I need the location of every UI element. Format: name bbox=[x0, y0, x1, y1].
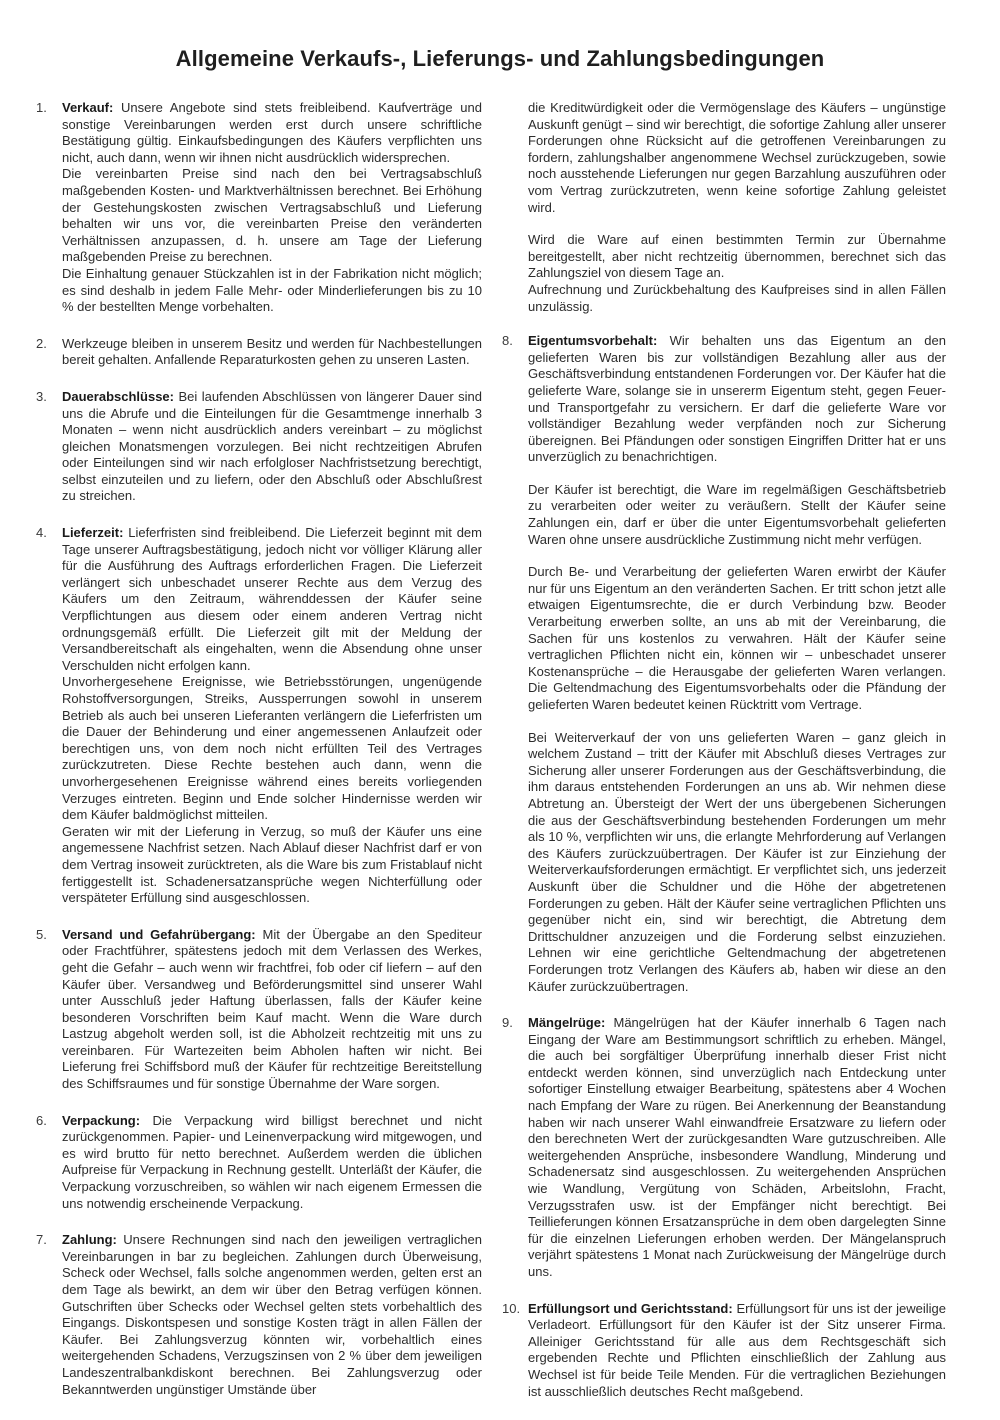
section-text: Wir behalten uns das Eigentum an den gelieferten Waren bis zur vollständigen Bezahlung aller aus der Geschäftsverbindung entstandenen Forderungen vor. Der Käufer hat die gelieferte Ware, solange sie in unsererm Eigentum steht, gegen Feuer- und Transportgefahr zu versichern. Er darf die gelieferte Ware vor vollständiger Bezahlung weder verpfänden noch zur Sicherung übereignen. Bei Pfändungen oder sonstigen Eingriffen Dritter hat er uns unverzüglich zu benachrichtigen. bbox=[528, 333, 946, 465]
section-text: Geraten wir mit der Lieferung in Verzug, so muß der Käufer uns eine angemessene Nachfrist setzen. Nach Ablauf dieser Nachfrist darf er von dem Vertrag insoweit zurücktreten, als die Ware bis zum Fristablauf nicht fertiggestellt ist. Schadenersatzansprüche wegen Nichterfüllung oder verspäteter Erfüllung sind ausgeschlossen. bbox=[62, 823, 482, 906]
section-text: Werkzeuge bleiben in unserem Besitz und werden für Nachbestellungen bereit gehalten. Anfallende Reparaturkosten gehen zu unseren Lasten. bbox=[62, 335, 482, 368]
section-text: Erfüllungsort für uns ist der jeweilige Verladeort. Erfüllungsort für den Käufer ist der Sitz unserer Firma. Alleiniger Gerichtsstand für alle aus dem Rechtsgeschäft sich ergebenden Rechte und Pflichten einschließlich der Zahlung aus Wechsel ist für beide Teile Menden. Für die vertraglichen Beziehungen ist ausschließlich deutsches Recht maßgebend. bbox=[528, 1300, 946, 1399]
section-heading: Mängelrüge: bbox=[528, 1015, 606, 1031]
section-text: Die vereinbarten Preise sind nach den bei Vertragsabschluß maßgebenden Kosten- und Marktverhältnissen berechnet. Bei Erhöhung der Gestehungskosten zwischen Vertragsabschluß und Lieferung behalten wir uns vor, die vereinbarten Preise den veränderten Verhältnissen anzupassen, d. h. unsere am Tage der Lieferung maßgebenden Preise zu berechnen. bbox=[62, 166, 482, 265]
section-7-continuation bbox=[528, 100, 946, 315]
section-text: Wird die Ware auf einen bestimmten Termin zur Übernahme bereitgestellt, aber nicht rechtzeitig übernommen, berechnet sich das Zahlungsziel von diesem Tage an. bbox=[528, 232, 946, 281]
section-1 bbox=[36, 100, 482, 316]
section-number: 5. bbox=[36, 926, 47, 942]
section-heading: Verkauf: bbox=[62, 100, 114, 115]
section-text: Bei Weiterverkauf der von uns gelieferten Waren – ganz gleich in welchem Zustand – tritt der Käufer mit Abschluß dieses Vertrages zur Sicherung aller unserer Forderungen aus der Geschäftsverbindung, die ihm daraus entstehenden Forderungen an uns ab. Wir nehmen diese Abtretung an. Übersteigt der Wert der uns übergebenen Sicherungen die aus der Geschäftsverbindung bestehenden Forderungen um mehr als 10 %, verpflichten wir uns, die erlangte Mehrforderung auf Verlangen des Käufers zurückzuübertragen. Der Käufer ist zur Einziehung der Weiterverkaufsforderungen ermächtigt. Er verpflichtet sich, uns jederzeit Auskunft über die Schuldner und die Höhe der abgetretenen Forderungen zu geben. Hält der Käufer seine vertraglichen Pflichten uns gegenüber nicht ein, sind wir berechtigt, die Abtretung dem Drittschuldner anzuzeigen und die Forderung selbst einzuziehen. Lehnen wir eine gerichtliche Geltendmachung der abgetretenen Forderungen trotz Verlangen des Käufers ab, haben wir diese an den Käufer zurückzuübertragen. bbox=[528, 729, 946, 994]
section-9 bbox=[502, 1015, 946, 1281]
section-number: 1. bbox=[36, 100, 47, 115]
section-text: Lieferfristen sind freibleibend. Die Lieferzeit beginnt mit dem Tage unserer Auftragsbestätigung, jedoch nicht vor völliger Klärung aller für die Ausführung des Auftrags erforderlichen Fragen. Die Lieferzeit verlängert sich unbeschadet unserer Rechte aus dem Verzug des Käufers um den Zeitraum, währenddessen der Käufer seine Verpflichtungen aus diesem oder einem anderen Vertrag nicht ordnungsgemäß erfüllt. Die Lieferzeit gilt mit der Meldung der Versandbereitschaft als eingehalten, wenn die Absendung ohne unser Verschulden nicht erfolgen kann. bbox=[62, 525, 482, 673]
section-number: 9. bbox=[502, 1015, 513, 1031]
section-heading: Erfüllungsort und Gerichtsstand: bbox=[528, 1300, 733, 1316]
section-5 bbox=[36, 927, 482, 1093]
section-text: Der Käufer ist berechtigt, die Ware im regelmäßigen Geschäftsbetrieb zu verarbeiten oder weiter zu veräußern. Stellt der Käufer seine Zahlungen ein, darf er über die unter Eigentumsvorbehalt gelieferten Waren ohne unsere ausdrückliche Zustimmung nicht mehr verfügen. bbox=[528, 481, 946, 547]
section-8 bbox=[502, 333, 946, 995]
section-text: Bei laufenden Abschlüssen von längerer Dauer sind uns die Abrufe und die Einteilungen für die Gesamtmenge innerhalb 3 Monaten – wenn nicht ausdrücklich anders vereinbart – zu möglichst gleichen Monatsmengen vorzulegen. Bei nicht rechtzeitigen Abrufen oder Einteilungen sind wir nach erfolgloser Nachfristsetzung berechtigt, selbst einzuteilen und zu liefern, oder den Abschluß oder Abschlußrest zu streichen. bbox=[62, 388, 482, 504]
section-6 bbox=[36, 1113, 482, 1213]
section-heading: Lieferzeit: bbox=[62, 525, 124, 541]
section-4 bbox=[36, 525, 482, 907]
section-heading: Versand und Gefahrübergang: bbox=[62, 926, 256, 942]
section-text: Aufrechnung und Zurückbehaltung des Kaufpreises sind in allen Fällen unzulässig. bbox=[528, 281, 946, 314]
section-text: die Kreditwürdigkeit oder die Vermögenslage des Käufers – ungünstige Auskunft genügt – sind wir berechtigt, die sofortige Zahlung aller unserer Forderungen ohne Rücksicht auf die getroffenen Vereinbarungen zu fordern, zahlungshalber angenommene Wechsel zurückzugeben, sowie noch ausstehende Lieferungen nur gegen Barzahlung auszuführen oder vom Vertrag zurückzutreten, wenn keine sofortige Zahlung geleistet wird. bbox=[528, 100, 946, 215]
section-number: 7. bbox=[36, 1232, 47, 1248]
section-text: Mit der Übergabe an den Spediteur oder Frachtführer, spätestens jedoch mit dem Verlassen des Werkes, geht die Gefahr – auch wenn wir frachtfrei, fob oder cif liefern – auf den Käufer über. Versandweg und Beförderungsmittel sind unserer Wahl unter Ausschluß jeder Haftung überlassen, falls der Käufer keine besonderen Vorschriften beim Kauf macht. Wenn die Ware durch Lastzug abgeholt werden soll, ist die Abholzeit rechtzeitig mit uns zu vereinbaren. Für Wartezeiten beim Abholen haften wir nicht. Bei Lieferung frei Schiffsbord muß der Käufer für rechtzeitige Bereitstellung des Schiffsraumes und für sonstige Übernahme der Ware sorgen. bbox=[62, 926, 482, 1092]
section-number: 2. bbox=[36, 335, 47, 351]
section-text: Unsere Angebote sind stets freibleibend. Kaufverträge und sonstige Vereinbarungen werden erst durch unsere schriftliche Bestätigung gültig. Einkaufsbedingungen des Käufers verpflichten uns nicht, auch dann, wenn wir ihnen nicht ausdrücklich widersprechen. bbox=[62, 100, 482, 165]
section-number: 3. bbox=[36, 388, 47, 404]
section-7 bbox=[36, 1232, 482, 1398]
page-title: Allgemeine Verkaufs-, Lieferungs- und Zahlungsbedingungen bbox=[175, 46, 825, 71]
section-text: Mängelrügen hat der Käufer innerhalb 6 Tagen nach Eingang der Ware am Bestimmungsort schriftlich zu erheben. Mängel, die auch bei sorgfältiger Überprüfung innerhalb dieser Frist nicht entdeckt werden können, sind unverzüglich nach Entdeckung unter sofortiger Einstellung etwaiger Bearbeitung, spätestens aber 4 Wochen nach Empfang der Ware zu rügen. Bei Anerkennung der Beanstandung haben wir nach unserer Wahl einwandfreie Ersatzware zu liefern oder den berechneten Wert der zurückgesandten Ware gutzuschreiben. Alle weitergehenden Ansprüche, insbesondere Wandlung, Minderung und Schadenersatz sind ausgeschlossen. Zu weitergehenden Ansprüchen wie Wandlung, Vergütung von Schäden, Arbeitslohn, Fracht, Verzugsstrafen usw. ist der Empfänger nicht berechtigt. Bei Teillieferungen können Ersatzansprüche in dem oben dargelegten Sinne für die einzelnen Lieferungen erhoben werden. Der Mängelanspruch verjährt spätestens 1 Monat nach Zurückweisung der Mängelrüge durch uns. bbox=[528, 1015, 946, 1279]
section-heading: Zahlung: bbox=[62, 1232, 117, 1248]
section-number: 4. bbox=[36, 525, 47, 541]
section-2 bbox=[36, 336, 482, 369]
section-heading: Eigentumsvorbehalt: bbox=[528, 333, 658, 349]
left-column bbox=[36, 100, 482, 1418]
section-text: Die Verpackung wird billigst berechnet und nicht zurückgenommen. Papier- und Leinenverpackung wird mitgewogen, und es wird brutto für netto berechnet. Außerdem werden die üblichen Aufpreise für Verpackung in Rechnung gestellt. Unterläßt der Käufer, die Verpackung vorzuschreiben, so wählen wir nach eigenem Ermessen die uns notwendig erscheinende Verpackung. bbox=[62, 1112, 482, 1211]
section-number: 6. bbox=[36, 1112, 47, 1128]
section-heading: Verpackung: bbox=[62, 1112, 141, 1128]
section-text: Unvorhergesehene Ereignisse, wie Betriebsstörungen, ungenügende Rohstoffversorgungen, Streiks, Aussperrungen sowohl in unserem Betrieb als auch bei unseren Lieferanten verlängern die Lieferfristen um die Dauer der Behinderung und einer angemessenen Anlaufzeit oder berechtigen uns, von dem noch nicht erfüllten Teil des Vertrages zurückzutreten. Diese Rechte bestehen auch dann, wenn die unvorhergesehenen Ereignisse während eines bereits vorliegenden Verzuges eintreten. Beginn und Ende solcher Hindernisse werden wir dem Käufer baldmöglichst mitteilen. bbox=[62, 674, 482, 823]
right-column bbox=[502, 100, 946, 1420]
section-number: 10. bbox=[502, 1300, 521, 1316]
section-heading: Dauerabschlüsse: bbox=[62, 388, 174, 404]
section-text: Durch Be- und Verarbeitung der gelieferten Waren erwirbt der Käufer nur für uns Eigentum an den veränderten Sachen. Er tritt schon jetzt alle etwaigen Eigentumsrechte, die er durch Verbindung bzw. Beoder Verarbeitung erwerben sollte, an uns ab mit der Vereinbarung, die Sachen für uns kostenlos zu verwahren. Hält der Käufer seine vertraglichen Pflichten nicht ein, können wir – unbeschadet unserer Kostenansprüche – die Herausgabe der gelieferten Waren verlangen. Die Geltendmachung des Eigentumsvorbehalts oder die Pfändung der gelieferten Waren bedeutet keinen Rücktritt vom Vertrage. bbox=[528, 564, 946, 712]
section-number: 8. bbox=[502, 333, 513, 349]
section-10 bbox=[502, 1301, 946, 1401]
section-text: Die Einhaltung genauer Stückzahlen ist in der Fabrikation nicht möglich; es sind deshalb in jedem Falle Mehr- oder Minderlieferungen bis zu 10 % der bestellten Menge vorbehalten. bbox=[62, 265, 482, 315]
section-text: Unsere Rechnungen sind nach den jeweiligen vertraglichen Vereinbarungen in bar zu begleichen. Zahlungen durch Überweisung, Scheck oder Wechsel, falls solche angenommen werden, gelten erst an dem Tage als bewirkt, an dem wir über den Betrag verfügen können. Gutschriften über Schecks oder Wechsel gelten stets vorbehaltlich des Eingangs. Diskontspesen und sonstige Kosten trägt in allen Fällen der Käufer. Bei Zahlungsverzug könnten wir, vorbehaltlich eines weitergehenden Schadens, Verzugszinsen von 2 % über dem jeweiligen Landeszentralbankdiskont berechnen. Bei Zahlungsverzug oder Bekanntwerden ungünstiger Umstände über bbox=[62, 1232, 482, 1397]
section-3 bbox=[36, 389, 482, 505]
